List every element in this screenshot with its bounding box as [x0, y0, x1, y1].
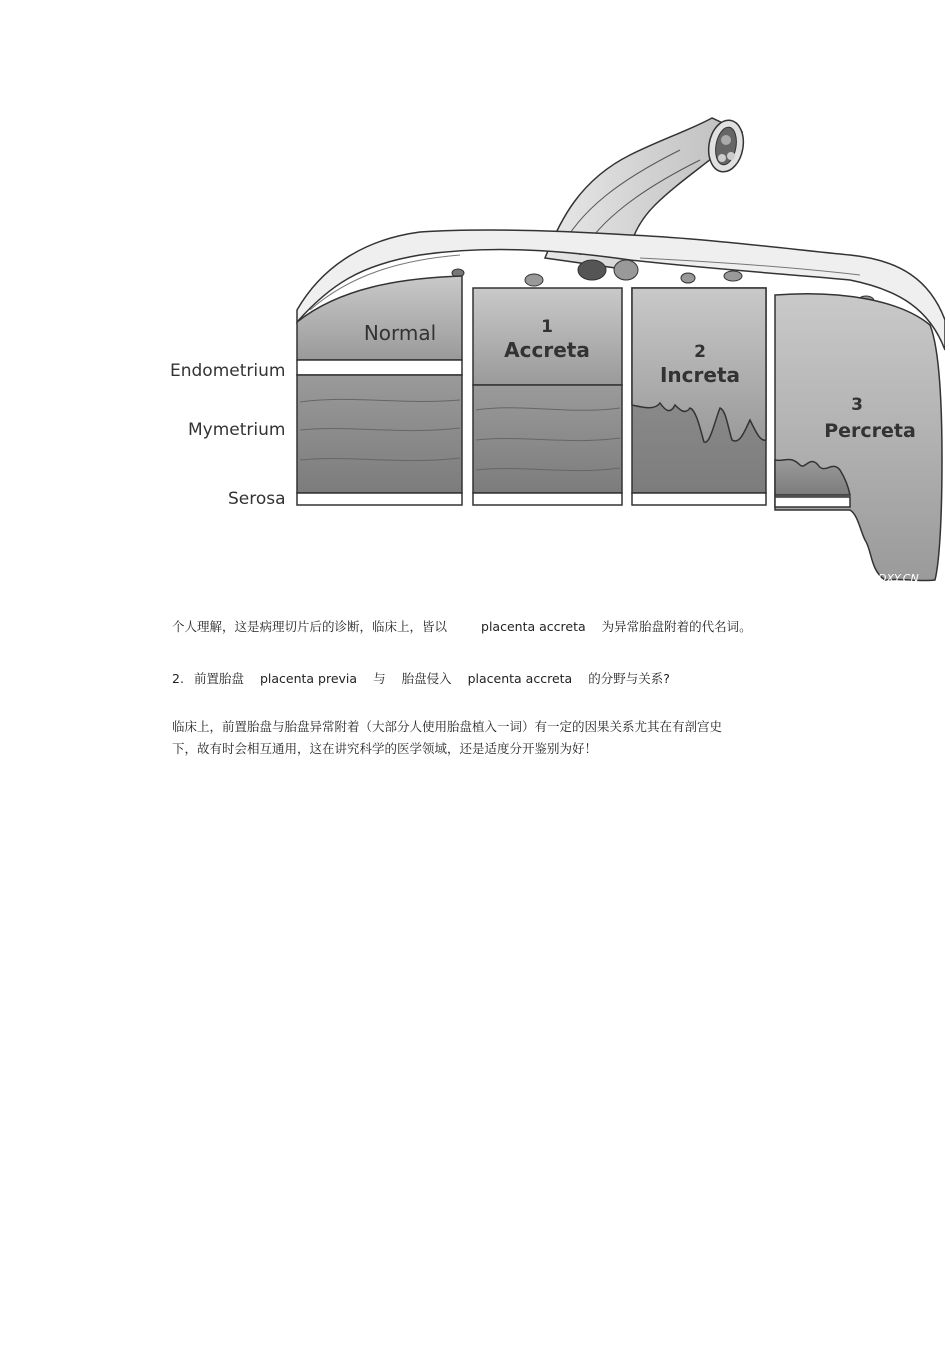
- paragraph-1: [172, 616, 752, 638]
- p2-text-f: 的分野与关系?: [588, 671, 670, 686]
- watermark: DXY.CN: [878, 572, 919, 585]
- panel-increta: [632, 288, 766, 505]
- paragraph-2-question: [172, 668, 670, 690]
- p1-text-a: 个人理解，这是病理切片后的诊断，临床上，皆以: [172, 619, 448, 634]
- endometrium-label: Endometrium: [170, 361, 286, 381]
- p3-line-2: 下，故有时会相互通用，这在讲究科学的医学领域，还是适度分开鉴别为好！: [172, 741, 598, 756]
- p3-line-1: 临床上，前置胎盘与胎盘异常附着（大部分人使用胎盘植入一词）有一定的因果关系尤其在有剖宫史: [172, 719, 723, 734]
- increta-number: 2: [694, 342, 706, 362]
- percreta-number: 3: [851, 395, 863, 415]
- p1-text-c: 为异常胎盘附着的代名词。: [601, 619, 752, 634]
- panel-normal: [297, 276, 462, 505]
- normal-label: Normal: [363, 321, 437, 345]
- p2-text-d: 胎盘侵入: [401, 671, 452, 686]
- paragraph-3: [172, 716, 722, 760]
- p2-number: 2.: [172, 671, 184, 686]
- p1-term: placenta accreta: [481, 619, 586, 634]
- percreta-label: Percreta: [824, 420, 916, 442]
- increta-label: Increta: [659, 363, 741, 387]
- serosa-label: Serosa: [228, 489, 286, 509]
- placenta-invasion-diagram: [160, 110, 945, 595]
- p2-term-accreta: placenta accreta: [467, 671, 573, 686]
- p2-term-previa: placenta previa: [259, 671, 358, 686]
- accreta-number: 1: [541, 317, 553, 337]
- p2-text-a: 前置胎盘: [193, 671, 244, 686]
- p2-text-c: 与: [373, 671, 386, 686]
- mymetrium-label: Mymetrium: [188, 420, 286, 440]
- accreta-label: Accreta: [504, 338, 590, 362]
